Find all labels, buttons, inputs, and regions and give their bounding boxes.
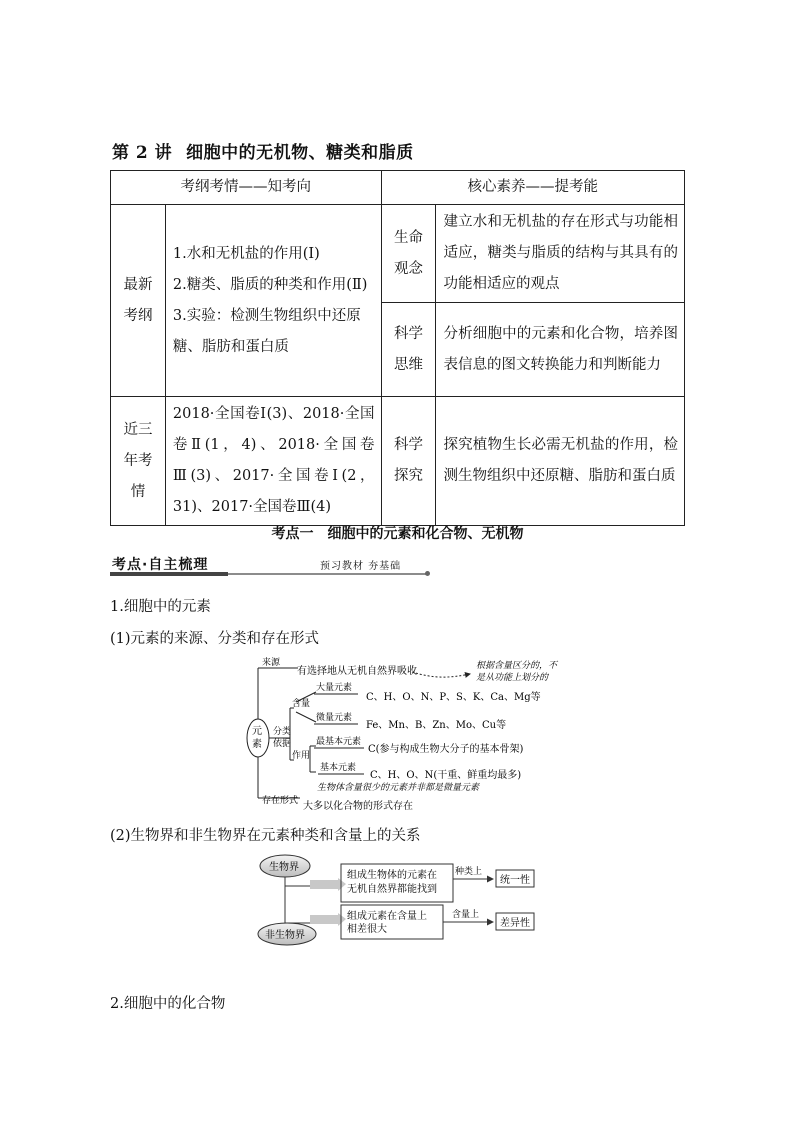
relation-diagram (255, 852, 545, 947)
nonbio-label: 非生物界 (265, 930, 305, 941)
literacy-label: 科学 思维 (381, 303, 436, 397)
element-diagram (240, 656, 558, 816)
svg-text:组成元素在含量上: 组成元素在含量上 (347, 911, 427, 922)
micro-elements: Fe、Mn、B、Zn、Mo、Cu等 (366, 720, 507, 731)
element-circle (247, 719, 269, 757)
literacy-label: 生命 观念 (381, 205, 436, 303)
most-basic-text: C(参与构成生物大分子的基本骨架) (368, 744, 524, 755)
result-unity: 统一性 (500, 875, 530, 886)
literacy-text: 分析细胞中的元素和化合物，培养图表信息的图文转换能力和判断能力 (436, 303, 685, 397)
bio-label: 生物界 (269, 862, 299, 873)
function-label: 作用 (292, 751, 311, 761)
macro-label: 大量元素 (316, 683, 353, 693)
source-label: 来源 (262, 658, 281, 668)
syllabus-label: 最新 考纲 (111, 205, 166, 397)
syllabus-item: 1.水和无机盐的作用(Ⅰ) (172, 245, 320, 262)
most-basic-label: 最基本元素 (316, 737, 362, 747)
banner-subtitle: 预习教材 夯基础 (320, 561, 402, 572)
result-difference: 差异性 (500, 918, 530, 929)
svg-text:组成生物体的元素在: 组成生物体的元素在 (347, 870, 437, 881)
syllabus-item: 2.糖类、脂质的种类和作用(Ⅱ) (172, 276, 368, 293)
overview-table (110, 170, 685, 526)
handwritten-note: 生物体含量很少的元素并非都是微量元素 (317, 783, 480, 793)
exist-text: 大多以化合物的形式存在 (303, 801, 413, 812)
table-header-left: 考纲考情——知考向 (111, 171, 382, 205)
lecture-title: 细胞中的无机物、糖类和脂质 (186, 143, 414, 163)
literacy-text: 探究植物生长必需无机盐的作用，检测生物组织中还原糖、脂肪和蛋白质 (436, 397, 685, 526)
content-label: 含量 (292, 699, 311, 709)
syllabus-items (165, 205, 381, 397)
svg-text:无机自然界都能找到: 无机自然界都能找到 (347, 884, 437, 895)
subheading-relation: (2)生物界和非生物界在元素种类和含量上的关系 (110, 828, 421, 844)
table-header-right: 核心素养——提考能 (381, 171, 684, 205)
micro-label: 微量元素 (316, 713, 353, 723)
section-title: 考点一 细胞中的元素和化合物、无机物 (271, 526, 524, 542)
classify-label: 依据 (273, 739, 292, 749)
basic-text: C、H、O、N(干重、鲜重均最多) (370, 770, 522, 781)
section-banner (110, 552, 430, 576)
subheading-source: (1)元素的来源、分类和存在形式 (110, 631, 320, 647)
page-title (112, 138, 414, 163)
lecture-number: 第 2 讲 (112, 143, 173, 163)
exist-label: 存在形式 (262, 796, 299, 806)
handwritten-note: 根据含量区分的，不 (476, 661, 558, 671)
literacy-label: 科学 探究 (381, 397, 436, 526)
arrow-label: 种类上 (455, 867, 483, 877)
source-text: 有选择地从无机自然界吸收 (297, 666, 417, 677)
exam-history-label: 近三 年考 情 (111, 397, 166, 526)
banner-dot-icon (425, 571, 430, 576)
arrow-label: 含量上 (452, 910, 480, 920)
banner-label: 考点·自主梳理 (112, 557, 209, 573)
center-char: 元 (252, 726, 262, 737)
classify-label: 分类 (273, 727, 292, 737)
macro-elements: C、H、O、N、P、S、K、Ca、Mg等 (366, 692, 541, 703)
handwritten-note: 是从功能上划分的 (476, 673, 549, 683)
heading-compounds: 2.细胞中的化合物 (110, 996, 226, 1012)
literacy-text: 建立水和无机盐的存在形式与功能相适应，糖类与脂质的结构与其具有的功能相适应的观点 (436, 205, 685, 303)
svg-text:相差很大: 相差很大 (347, 924, 387, 935)
center-char: 素 (252, 739, 262, 750)
basic-label: 基本元素 (320, 763, 357, 773)
exam-history-text: 2018·全国卷Ⅰ(3)、2018·全国卷Ⅱ(1，4)、2018·全国卷Ⅲ(3)、2017·全国卷Ⅰ(2，31)、2017·全国卷Ⅲ(4) (165, 397, 381, 526)
syllabus-item: 3.实验：检测生物组织中还原糖、脂肪和蛋白质 (172, 307, 361, 355)
heading-elements: 1.细胞中的元素 (110, 599, 211, 615)
